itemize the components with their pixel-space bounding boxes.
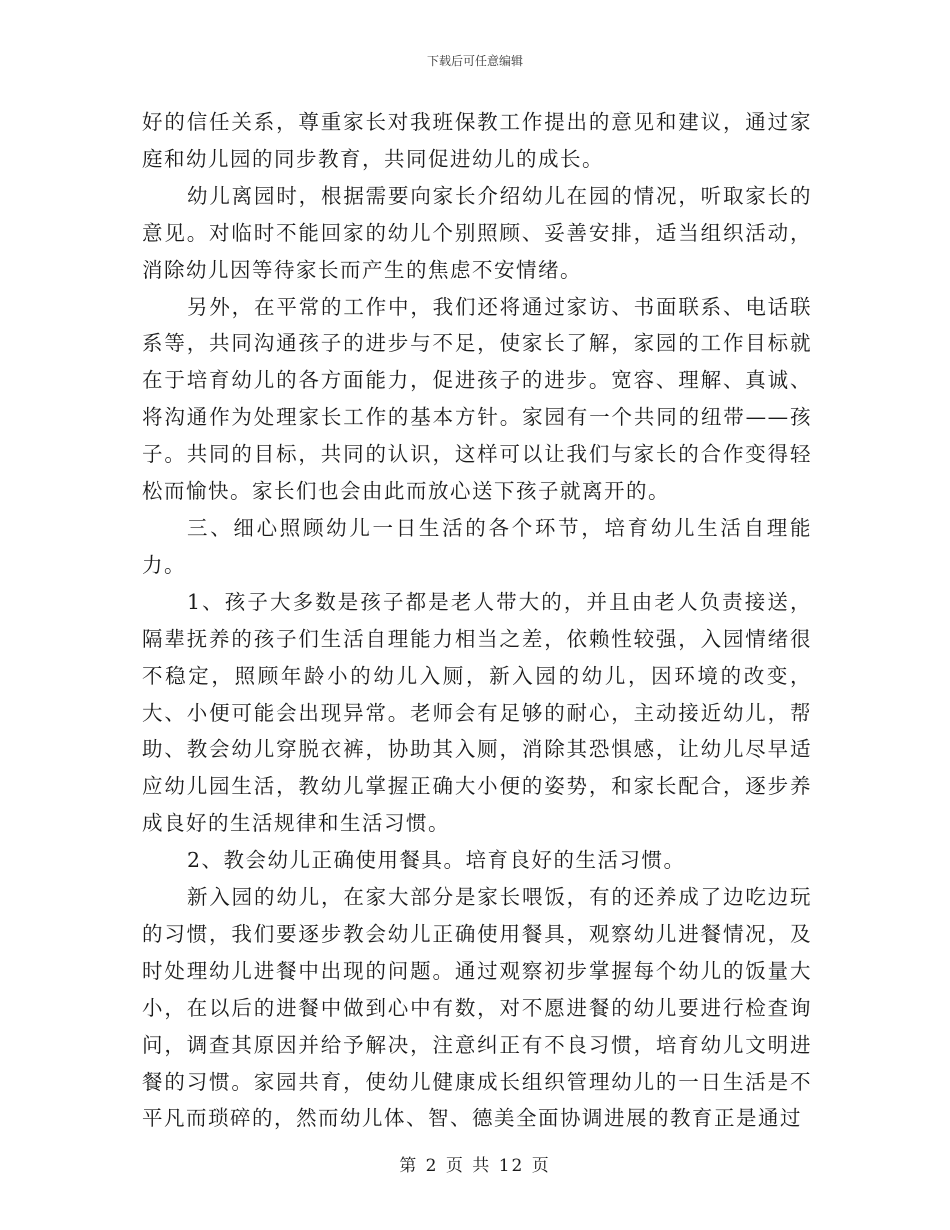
paragraph-item-2: 2、教会幼儿正确使用餐具。培育良好的生活习惯。 [187,848,686,873]
page-header-note: 下载后可任意编辑 [426,54,523,68]
paragraph-3: 另外，在平常的工作中，我们还将通过家访、书面联系、电话联系等，共同沟通孩子的进步与不足，使家长了解，家园的工作目标就在于培育幼儿的各方面能力，促进孩子的进步。宽容、理解、真诚、将沟通作为处理家长工作的基本方针。家园有一个共同的纽带——孩子。共同的目标，共同的认识，这样可以让我们与家长的合作变得轻松而愉快。家长们也会由此而放心送下孩子就离开的。 [142,294,812,504]
document-body [142,104,812,1137]
paragraph-2: 幼儿离园时，根据需要向家长介绍幼儿在园的情况，听取家长的意见。对临时不能回家的幼儿个别照顾、妥善安排，适当组织活动，消除幼儿因等待家长而产生的焦虑不安情绪。 [142,183,812,282]
paragraph-item-1: 1、孩子大多数是孩子都是老人带大的，并且由老人负责接送，隔辈抚养的孩子们生活自理能力相当之差，依赖性较强，入园情绪很不稳定，照顾年龄小的幼儿入厕，新入园的幼儿，因环境的改变，大、小便可能会出现异常。老师会有足够的耐心，主动接近幼儿，帮助、教会幼儿穿脱衣裤，协助其入厕，消除其恐惧感，让幼儿尽早适应幼儿园生活，教幼儿掌握正确大小便的姿势，和家长配合，逐步养成良好的生活规律和生活习惯。 [142,589,812,836]
page-number-footer: 第 2 页 共 12 页 [399,1156,551,1176]
paragraph-1: 好的信任关系，尊重家长对我班保教工作提出的意见和建议，通过家庭和幼儿园的同步教育，共同促进幼儿的成长。 [142,110,812,171]
paragraph-7: 新入园的幼儿，在家大部分是家长喂饭，有的还养成了边吃边玩的习惯，我们要逐步教会幼儿正确使用餐具，观察幼儿进餐情况，及时处理幼儿进餐中出现的问题。通过观察初步掌握每个幼儿的饭量大小，在以后的进餐中做到心中有数，对不愿进餐的幼儿要进行检查询问，调查其原因并给予解决，注意纠正有不良习惯，培育幼儿文明进餐的习惯。家园共育，使幼儿健康成长组织管理幼儿的一日生活是不平凡而琐碎的，然而幼儿体、智、德美全面协调进展的教育正是通过 [142,885,812,1131]
section-heading-3: 三、细心照顾幼儿一日生活的各个环节，培育幼儿生活自理能力。 [142,515,812,577]
